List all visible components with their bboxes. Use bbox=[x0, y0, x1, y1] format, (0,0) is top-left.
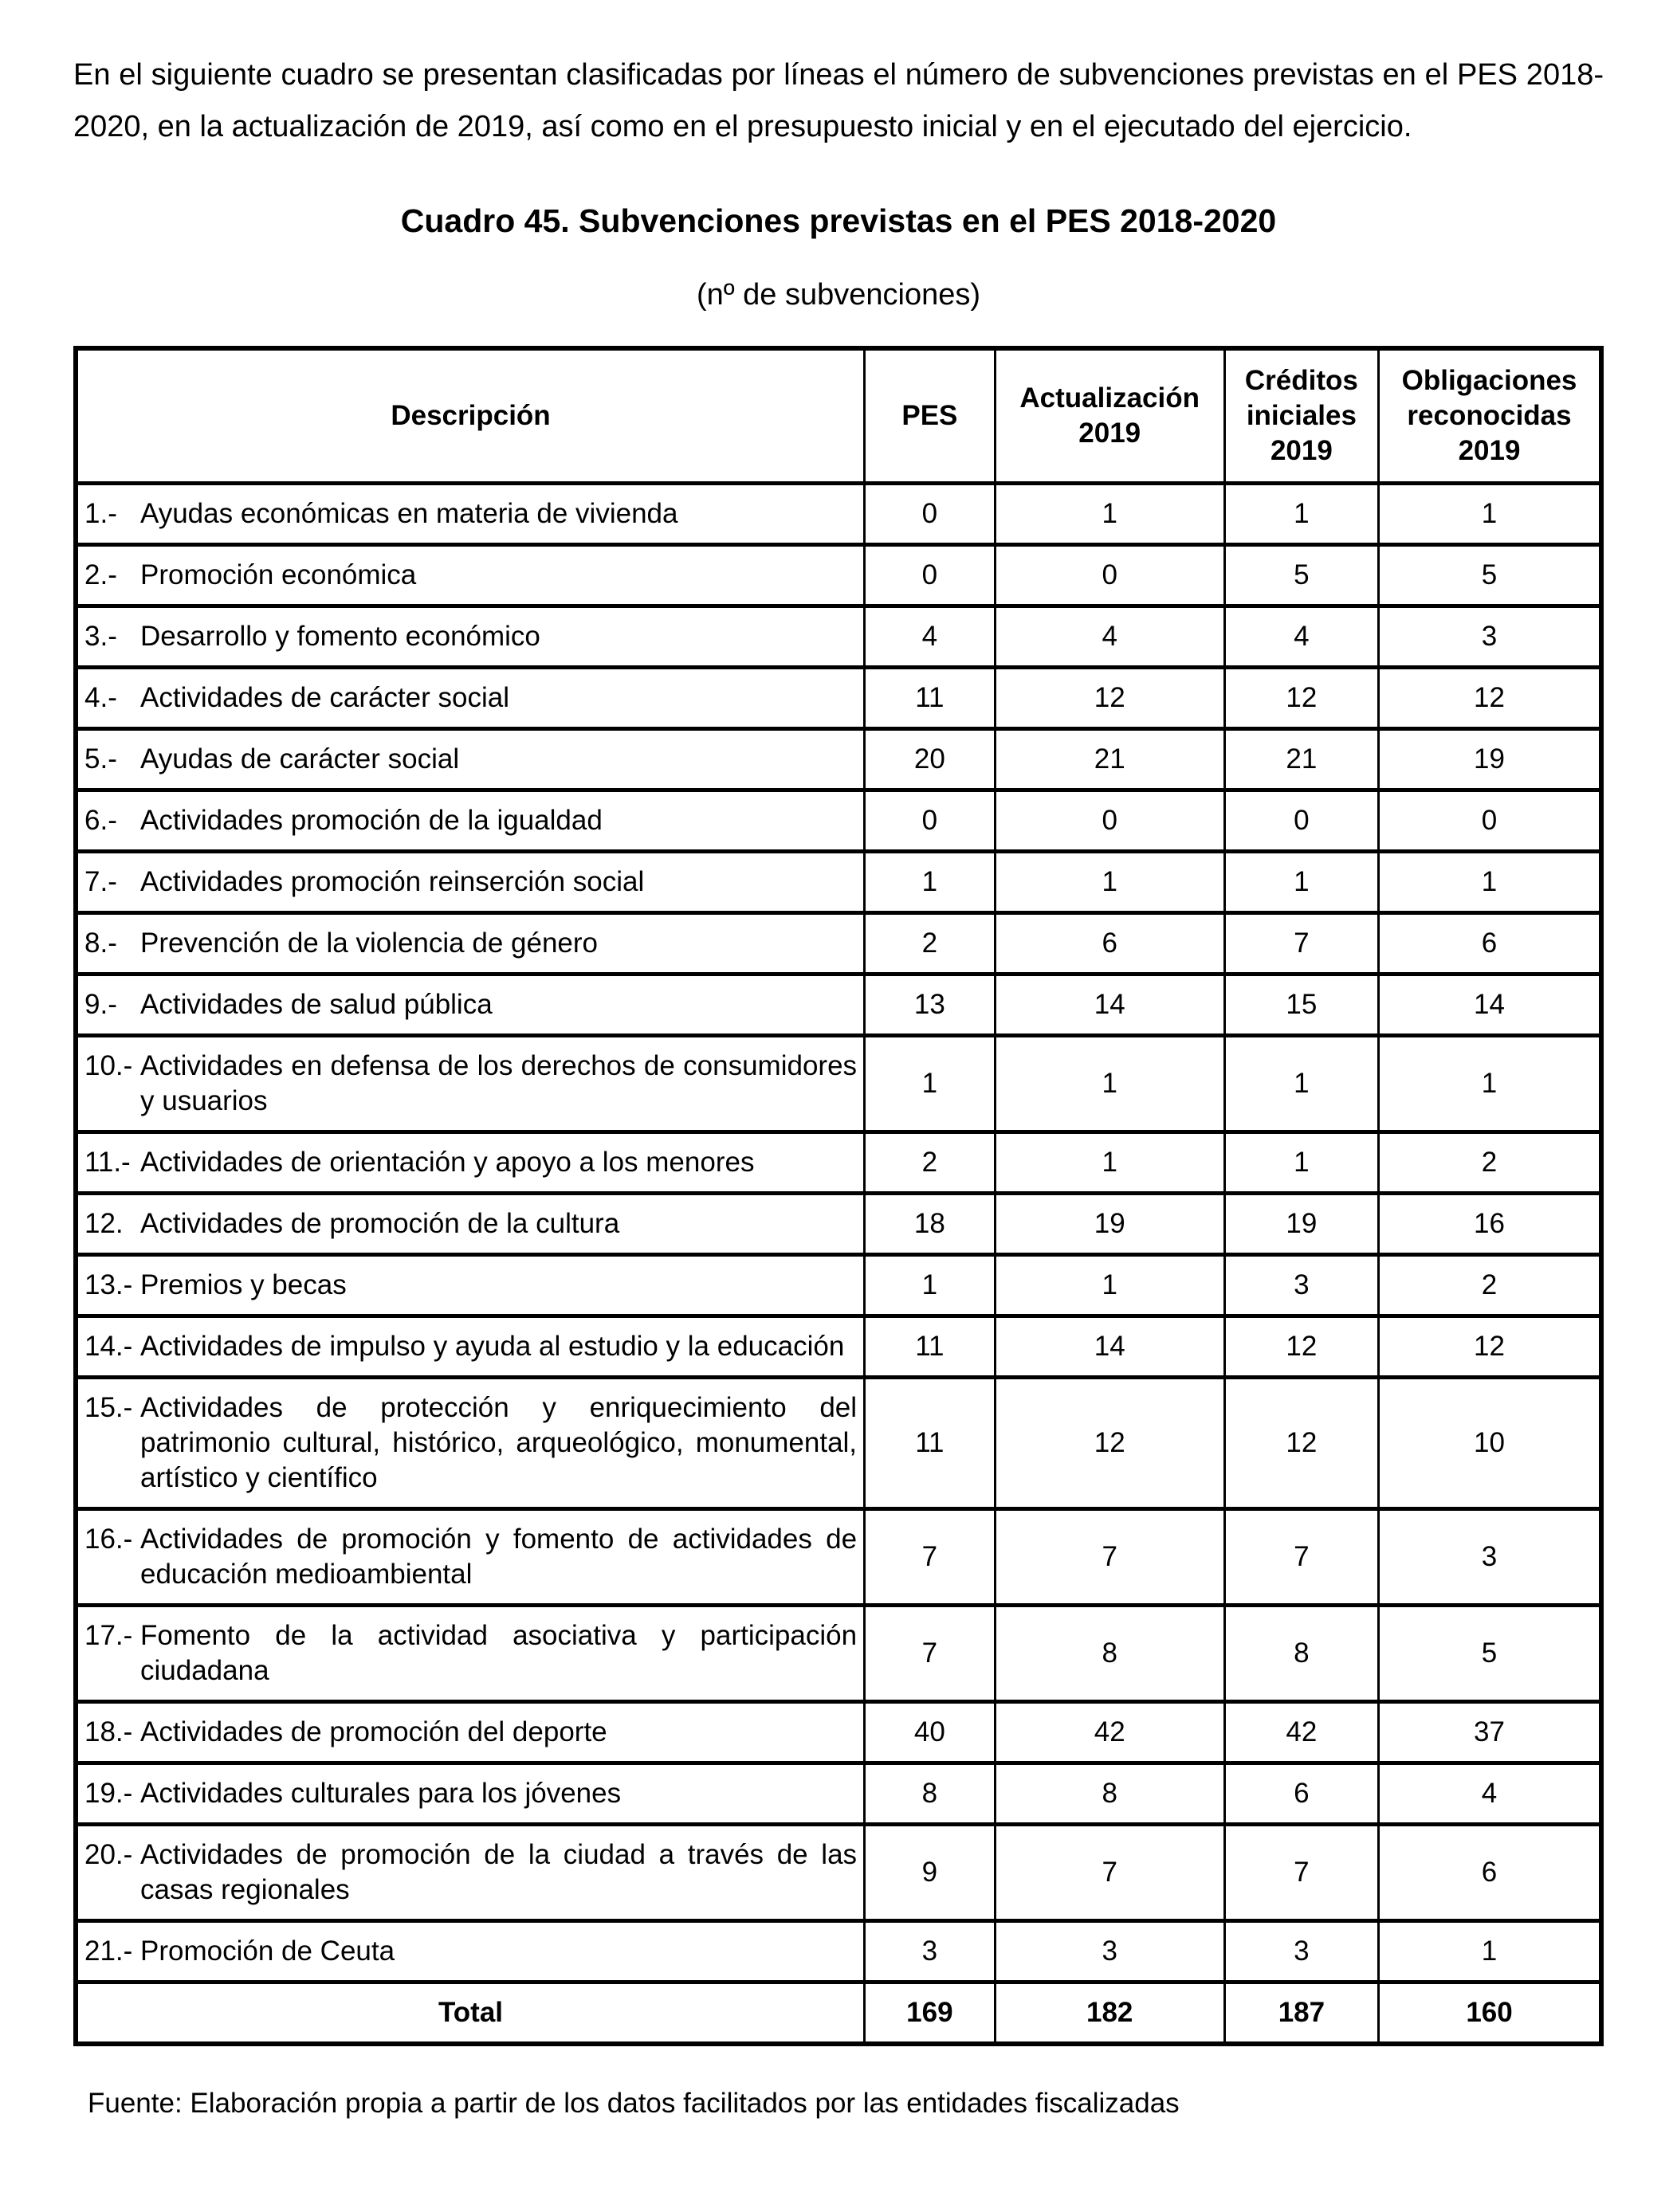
row-description-cell bbox=[76, 913, 865, 975]
header-descripcion: Descripción bbox=[76, 348, 865, 484]
cell-obligaciones: 1 bbox=[1379, 484, 1601, 545]
row-number: 20.- bbox=[84, 1839, 133, 1870]
row-description: Actividades de promoción de la cultura bbox=[140, 1208, 620, 1239]
cell-obligaciones: 1 bbox=[1379, 1921, 1601, 1983]
table-row bbox=[76, 1255, 1601, 1316]
cell-actualizacion: 8 bbox=[995, 1763, 1224, 1825]
table-row bbox=[76, 1763, 1601, 1825]
cell-pes: 11 bbox=[865, 1378, 996, 1509]
total-cell-creditos: 187 bbox=[1224, 1983, 1378, 2045]
cell-actualizacion: 7 bbox=[995, 1825, 1224, 1921]
cell-pes: 0 bbox=[865, 484, 996, 545]
table-row bbox=[76, 790, 1601, 852]
cell-obligaciones: 3 bbox=[1379, 606, 1601, 668]
row-description: Actividades culturales para los jóvenes bbox=[140, 1778, 622, 1809]
row-description: Prevención de la violencia de género bbox=[140, 928, 598, 959]
cell-actualizacion: 19 bbox=[995, 1194, 1224, 1255]
cell-obligaciones: 1 bbox=[1379, 1036, 1601, 1132]
cell-creditos: 5 bbox=[1224, 545, 1378, 606]
cell-pes: 0 bbox=[865, 790, 996, 852]
cell-pes: 20 bbox=[865, 729, 996, 790]
total-cell-actualizacion: 182 bbox=[995, 1983, 1224, 2045]
table-row bbox=[76, 545, 1601, 606]
cell-creditos: 15 bbox=[1224, 975, 1378, 1036]
cell-actualizacion: 42 bbox=[995, 1702, 1224, 1763]
cell-obligaciones: 3 bbox=[1379, 1509, 1601, 1606]
cell-pes: 2 bbox=[865, 1132, 996, 1194]
cell-pes: 9 bbox=[865, 1825, 996, 1921]
table-row bbox=[76, 1606, 1601, 1702]
row-description: Premios y becas bbox=[140, 1269, 347, 1300]
cell-actualizacion: 1 bbox=[995, 1036, 1224, 1132]
row-description-cell bbox=[76, 1378, 865, 1509]
row-description-cell bbox=[76, 729, 865, 790]
row-description-cell bbox=[76, 1509, 865, 1606]
table-subtitle: (nº de subvenciones) bbox=[696, 278, 981, 312]
row-description-cell bbox=[76, 1606, 865, 1702]
row-description: Ayudas económicas en materia de vivienda bbox=[140, 498, 678, 529]
cell-actualizacion: 4 bbox=[995, 606, 1224, 668]
intro-paragraph: En el siguiente cuadro se presentan clasificadas por líneas el número de subvenciones previstas en el PES 2018-2020, en la actualización de 2019, así como en el presupuesto inicial y en el ejecutado del ejercicio. bbox=[73, 58, 1604, 143]
cell-obligaciones: 5 bbox=[1379, 545, 1601, 606]
cell-pes: 8 bbox=[865, 1763, 996, 1825]
cell-creditos: 1 bbox=[1224, 484, 1378, 545]
cell-actualizacion: 1 bbox=[995, 1132, 1224, 1194]
row-description: Actividades de orientación y apoyo a los menores bbox=[140, 1147, 755, 1178]
row-description-cell bbox=[76, 1036, 865, 1132]
row-description-cell bbox=[76, 484, 865, 545]
cell-pes: 1 bbox=[865, 1036, 996, 1132]
row-description: Actividades de carácter social bbox=[140, 682, 509, 713]
cell-actualizacion: 21 bbox=[995, 729, 1224, 790]
row-number: 15.- bbox=[84, 1392, 133, 1423]
row-number: 5.- bbox=[84, 743, 117, 775]
cell-creditos: 12 bbox=[1224, 1378, 1378, 1509]
row-description: Actividades de protección y enriquecimiento del patrimonio cultural, histórico, arqueológico, monumental, artístico y científico bbox=[140, 1392, 858, 1493]
cell-actualizacion: 12 bbox=[995, 1378, 1224, 1509]
cell-actualizacion: 7 bbox=[995, 1509, 1224, 1606]
row-number: 21.- bbox=[84, 1936, 133, 1967]
row-description-cell bbox=[76, 852, 865, 913]
row-description: Actividades de promoción del deporte bbox=[140, 1716, 607, 1747]
cell-obligaciones: 2 bbox=[1379, 1132, 1601, 1194]
cell-pes: 0 bbox=[865, 545, 996, 606]
cell-actualizacion: 3 bbox=[995, 1921, 1224, 1983]
cell-pes: 7 bbox=[865, 1606, 996, 1702]
cell-obligaciones: 6 bbox=[1379, 913, 1601, 975]
cell-obligaciones: 19 bbox=[1379, 729, 1601, 790]
total-row bbox=[76, 1983, 1601, 2045]
row-number: 2.- bbox=[84, 559, 117, 590]
row-number: 18.- bbox=[84, 1716, 133, 1747]
cell-actualizacion: 0 bbox=[995, 790, 1224, 852]
header-row bbox=[76, 348, 1601, 484]
cell-creditos: 12 bbox=[1224, 668, 1378, 729]
row-description-cell bbox=[76, 790, 865, 852]
row-description: Desarrollo y fomento económico bbox=[140, 621, 540, 652]
table-row bbox=[76, 1509, 1601, 1606]
cell-creditos: 1 bbox=[1224, 1036, 1378, 1132]
table-row bbox=[76, 729, 1601, 790]
cell-creditos: 1 bbox=[1224, 852, 1378, 913]
row-number: 12. bbox=[84, 1208, 124, 1239]
table-row bbox=[76, 1702, 1601, 1763]
row-description: Actividades promoción reinserción social bbox=[140, 866, 645, 897]
cell-creditos: 3 bbox=[1224, 1255, 1378, 1316]
row-description: Actividades de impulso y ayuda al estudio y la educación bbox=[140, 1331, 845, 1362]
table-row bbox=[76, 668, 1601, 729]
row-number: 6.- bbox=[84, 805, 117, 836]
total-cell-pes: 169 bbox=[865, 1983, 996, 2045]
row-description: Actividades promoción de la igualdad bbox=[140, 805, 603, 836]
cell-pes: 4 bbox=[865, 606, 996, 668]
row-description: Actividades de promoción y fomento de actividades de educación medioambiental bbox=[140, 1524, 858, 1590]
row-description-cell bbox=[76, 545, 865, 606]
row-description-cell bbox=[76, 1825, 865, 1921]
cell-pes: 7 bbox=[865, 1509, 996, 1606]
row-number: 9.- bbox=[84, 989, 117, 1020]
header-actualizacion-2019: Actualización 2019 bbox=[995, 348, 1224, 484]
row-description: Promoción económica bbox=[140, 559, 417, 590]
table-row bbox=[76, 606, 1601, 668]
cell-pes: 2 bbox=[865, 913, 996, 975]
cell-actualizacion: 14 bbox=[995, 1316, 1224, 1378]
cell-actualizacion: 1 bbox=[995, 1255, 1224, 1316]
cell-actualizacion: 0 bbox=[995, 545, 1224, 606]
row-description: Actividades de salud pública bbox=[140, 989, 493, 1020]
cell-creditos: 6 bbox=[1224, 1763, 1378, 1825]
table-row bbox=[76, 1316, 1601, 1378]
cell-pes: 1 bbox=[865, 852, 996, 913]
row-description: Actividades en defensa de los derechos de consumidores y usuarios bbox=[140, 1050, 858, 1116]
row-description-cell bbox=[76, 1921, 865, 1983]
row-description-cell bbox=[76, 975, 865, 1036]
cell-actualizacion: 1 bbox=[995, 484, 1224, 545]
row-number: 14.- bbox=[84, 1331, 133, 1362]
cell-creditos: 1 bbox=[1224, 1132, 1378, 1194]
cell-actualizacion: 1 bbox=[995, 852, 1224, 913]
row-description-cell bbox=[76, 1132, 865, 1194]
cell-pes: 11 bbox=[865, 1316, 996, 1378]
row-description: Fomento de la actividad asociativa y participación ciudadana bbox=[140, 1620, 858, 1686]
row-description: Ayudas de carácter social bbox=[140, 743, 460, 775]
cell-pes: 3 bbox=[865, 1921, 996, 1983]
cell-pes: 1 bbox=[865, 1255, 996, 1316]
cell-creditos: 3 bbox=[1224, 1921, 1378, 1983]
row-description: Actividades de promoción de la ciudad a través de las casas regionales bbox=[140, 1839, 858, 1905]
cell-pes: 40 bbox=[865, 1702, 996, 1763]
cell-obligaciones: 12 bbox=[1379, 668, 1601, 729]
cell-creditos: 7 bbox=[1224, 1825, 1378, 1921]
cell-obligaciones: 37 bbox=[1379, 1702, 1601, 1763]
row-number: 1.- bbox=[84, 498, 117, 529]
cell-obligaciones: 0 bbox=[1379, 790, 1601, 852]
cell-creditos: 0 bbox=[1224, 790, 1378, 852]
cell-creditos: 21 bbox=[1224, 729, 1378, 790]
table-row bbox=[76, 1921, 1601, 1983]
table-row bbox=[76, 852, 1601, 913]
row-description-cell bbox=[76, 1255, 865, 1316]
cell-obligaciones: 1 bbox=[1379, 852, 1601, 913]
table-row bbox=[76, 1132, 1601, 1194]
total-label: Total bbox=[76, 1983, 865, 2045]
cell-creditos: 8 bbox=[1224, 1606, 1378, 1702]
table-row bbox=[76, 1036, 1601, 1132]
cell-actualizacion: 8 bbox=[995, 1606, 1224, 1702]
row-number: 10.- bbox=[84, 1050, 133, 1081]
row-description-cell bbox=[76, 1763, 865, 1825]
row-number: 4.- bbox=[84, 682, 117, 713]
cell-creditos: 7 bbox=[1224, 913, 1378, 975]
header-creditos-iniciales-2019: Créditos iniciales 2019 bbox=[1224, 348, 1378, 484]
table-row bbox=[76, 975, 1601, 1036]
table-row bbox=[76, 1825, 1601, 1921]
cell-obligaciones: 5 bbox=[1379, 1606, 1601, 1702]
row-number: 17.- bbox=[84, 1620, 133, 1651]
header-obligaciones-reconocidas-2019: Obligaciones reconocidas 2019 bbox=[1379, 348, 1601, 484]
total-cell-obligaciones: 160 bbox=[1379, 1983, 1601, 2045]
cell-actualizacion: 14 bbox=[995, 975, 1224, 1036]
row-description: Promoción de Ceuta bbox=[140, 1936, 395, 1967]
row-description-cell bbox=[76, 1316, 865, 1378]
row-number: 11.- bbox=[84, 1147, 131, 1178]
table-row bbox=[76, 484, 1601, 545]
row-number: 3.- bbox=[84, 621, 117, 652]
row-description-cell bbox=[76, 1702, 865, 1763]
header-pes: PES bbox=[865, 348, 996, 484]
cell-pes: 18 bbox=[865, 1194, 996, 1255]
row-number: 7.- bbox=[84, 866, 117, 897]
row-description-cell bbox=[76, 1194, 865, 1255]
row-number: 16.- bbox=[84, 1524, 133, 1555]
row-number: 19.- bbox=[84, 1778, 133, 1809]
cell-obligaciones: 16 bbox=[1379, 1194, 1601, 1255]
row-description-cell bbox=[76, 668, 865, 729]
table-row bbox=[76, 913, 1601, 975]
row-number: 13.- bbox=[84, 1269, 133, 1300]
cell-obligaciones: 10 bbox=[1379, 1378, 1601, 1509]
cell-pes: 11 bbox=[865, 668, 996, 729]
cell-creditos: 4 bbox=[1224, 606, 1378, 668]
cell-actualizacion: 6 bbox=[995, 913, 1224, 975]
cell-actualizacion: 12 bbox=[995, 668, 1224, 729]
cell-pes: 13 bbox=[865, 975, 996, 1036]
cell-creditos: 42 bbox=[1224, 1702, 1378, 1763]
cell-obligaciones: 2 bbox=[1379, 1255, 1601, 1316]
cell-creditos: 12 bbox=[1224, 1316, 1378, 1378]
row-number: 8.- bbox=[84, 928, 117, 959]
cell-obligaciones: 4 bbox=[1379, 1763, 1601, 1825]
cell-obligaciones: 6 bbox=[1379, 1825, 1601, 1921]
table-row bbox=[76, 1378, 1601, 1509]
table-row bbox=[76, 1194, 1601, 1255]
cell-obligaciones: 14 bbox=[1379, 975, 1601, 1036]
row-description-cell bbox=[76, 606, 865, 668]
source-note: Fuente: Elaboración propia a partir de los datos facilitados por las entidades fiscalizadas bbox=[88, 2088, 1180, 2119]
cell-creditos: 7 bbox=[1224, 1509, 1378, 1606]
cell-obligaciones: 12 bbox=[1379, 1316, 1601, 1378]
cell-creditos: 19 bbox=[1224, 1194, 1378, 1255]
subsidies-table bbox=[73, 346, 1604, 2046]
table-title: Cuadro 45. Subvenciones previstas en el PES 2018-2020 bbox=[400, 202, 1277, 239]
